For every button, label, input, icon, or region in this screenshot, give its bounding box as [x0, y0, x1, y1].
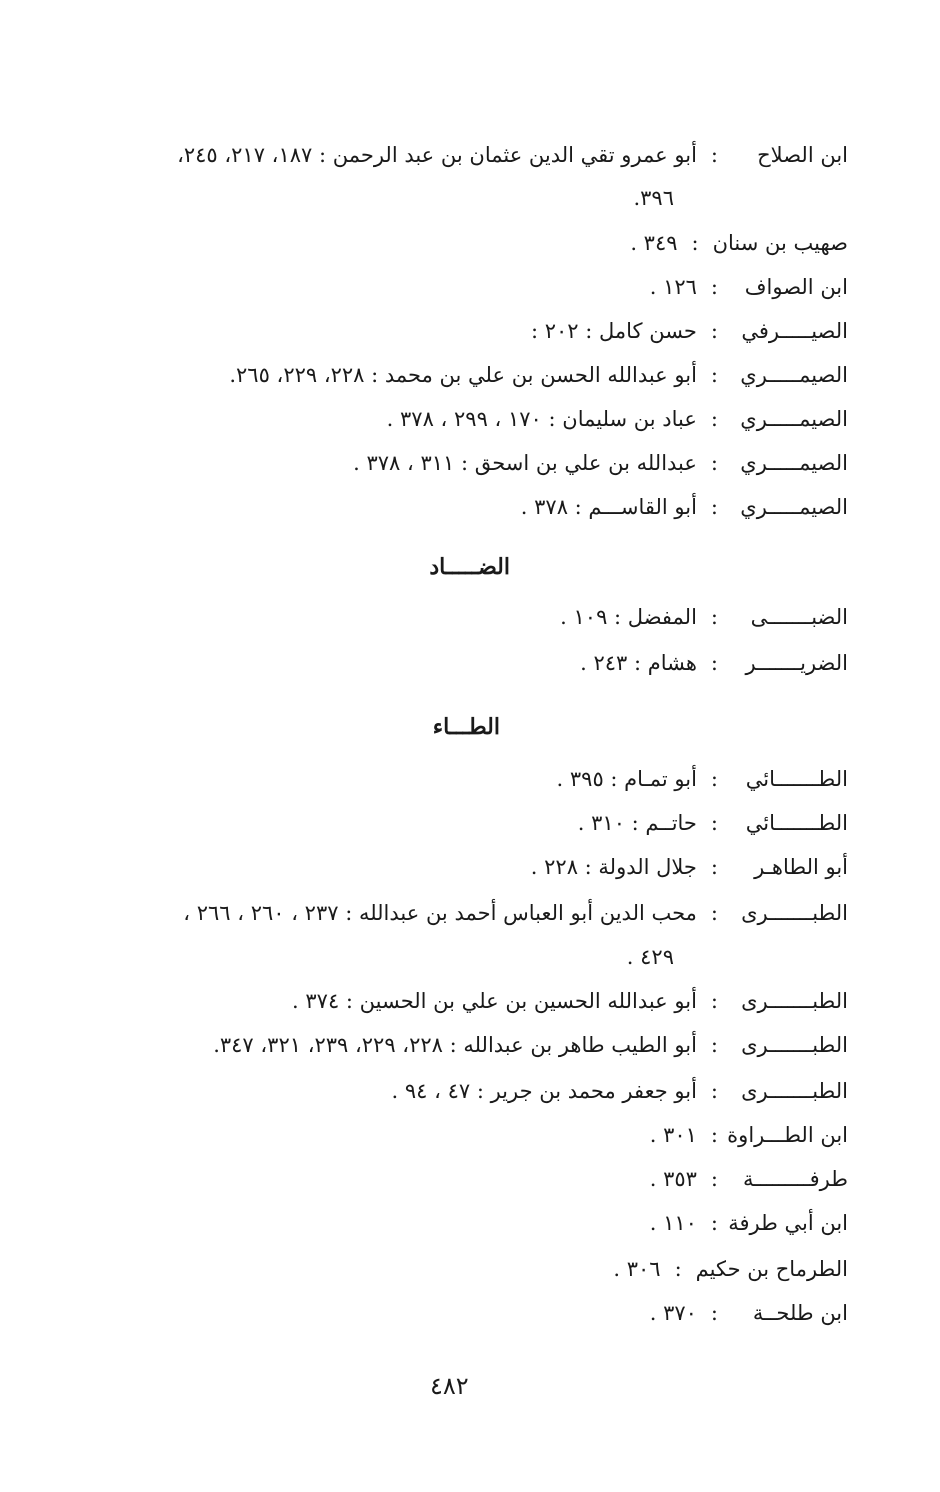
index-entry [650, 272, 848, 302]
entry-name: طرفـــــــــة [743, 1167, 848, 1191]
entry-name: ابن الطـــراوة [727, 1123, 848, 1147]
entry-description: حسن كامل : ٢٠٢ : [530, 319, 697, 343]
entry-description: أبو عمرو تقي الدين عثمان بن عبد الرحمن : ١٨٧، ٢١٧، ٢٤٥، [177, 143, 697, 167]
index-entry [531, 852, 848, 882]
entry-separator: : [674, 1257, 682, 1281]
entry-separator: : [710, 811, 718, 835]
entry-description: محب الدين أبو العباس أحمد بن عبدالله : ٢٣٧ ، ٢٦٠ ، ٢٦٦ ، [183, 901, 697, 925]
index-entry [580, 648, 848, 678]
entry-separator: : [710, 275, 718, 299]
entry-separator: : [710, 319, 718, 343]
index-entry [292, 986, 848, 1016]
entry-separator: : [710, 1301, 718, 1325]
entry-separator: : [710, 451, 718, 475]
entry-description: عبدالله بن علي بن اسحق : ٣١١ ، ٣٧٨ . [353, 451, 697, 475]
entry-description: أبو جعفر محمد بن جرير : ٤٧ ، ٩٤ . [391, 1079, 697, 1103]
entry-separator: : [710, 495, 718, 519]
index-entry [392, 1076, 848, 1106]
index-entry [521, 492, 848, 522]
entry-description: أبو القاســـم : ٣٧٨ . [520, 495, 697, 519]
entry-separator: : [710, 1123, 718, 1147]
entry-name: صهيب بن سنان [712, 231, 848, 255]
entry-separator: : [710, 363, 718, 387]
entry-name: الطـــــــائي [745, 811, 848, 835]
entry-description: ١٢٦ . [649, 275, 697, 299]
entry-separator: : [710, 1211, 718, 1235]
entry-name: الصيـــــرفي [741, 319, 848, 343]
entry-name: الطبـــــــرى [741, 1079, 848, 1103]
entry-name: أبو الطاهـر [754, 855, 848, 879]
entry-name: الصيمـــــري [740, 495, 848, 519]
index-entry [613, 1254, 848, 1284]
entry-description: جلال الدولة : ٢٢٨ . [530, 855, 697, 879]
index-entry [213, 1030, 848, 1060]
entry-description: عباد بن سليمان : ١٧٠ ، ٢٩٩ ، ٣٧٨ . [386, 407, 697, 431]
entry-name: الضريـــــــر [745, 651, 848, 675]
entry-name: الطبـــــــرى [741, 901, 848, 925]
entry-name: ابن الصواف [744, 275, 848, 299]
entry-separator: : [710, 407, 718, 431]
index-entry [557, 764, 848, 794]
entry-continuation: ٤٢٩ . [626, 945, 674, 969]
entry-name: ابن طلحــة [752, 1301, 848, 1325]
entry-name: ابن أبي طرفة [728, 1211, 848, 1235]
entry-name: الطرماح بن حكيم [695, 1257, 848, 1281]
section-heading: الطـــاء [432, 714, 500, 740]
entry-separator: : [710, 1167, 718, 1191]
index-entry [650, 1120, 848, 1150]
entry-separator: : [710, 651, 718, 675]
index-entry [177, 140, 848, 170]
index-entry [650, 1164, 848, 1194]
entry-separator: : [710, 767, 718, 791]
entry-separator: : [710, 989, 718, 1013]
entry-separator: : [710, 1079, 718, 1103]
entry-name: الصيمـــــري [740, 407, 848, 431]
entry-description: ٣٠٦ . [613, 1257, 661, 1281]
entry-description: أبو تمـام : ٣٩٥ . [556, 767, 697, 791]
index-entry [578, 808, 848, 838]
entry-description: أبو الطيب طاهر بن عبدالله : ٢٢٨، ٢٢٩، ٢٣٩، ٣٢١، ٣٤٧. [213, 1033, 697, 1057]
index-entry [229, 360, 848, 390]
entry-separator: : [710, 1033, 718, 1057]
entry-description: المفضل : ١٠٩ . [560, 605, 697, 629]
entry-description: ٣٥٣ . [649, 1167, 697, 1191]
entry-description: هشام : ٢٤٣ . [580, 651, 697, 675]
entry-description: ١١٠ . [649, 1211, 697, 1235]
entry-separator: : [710, 901, 718, 925]
entry-separator: : [691, 231, 699, 255]
index-entry [650, 1208, 848, 1238]
entry-name: الصيمـــــري [740, 363, 848, 387]
page-number: ٤٨٢ [430, 1372, 469, 1400]
entry-separator: : [710, 143, 718, 167]
entry-description: حاتــم : ٣١٠ . [577, 811, 697, 835]
index-entry [183, 898, 848, 928]
index-entry [387, 404, 848, 434]
section-heading: الضـــــاد [429, 554, 510, 580]
entry-separator: : [710, 855, 718, 879]
entry-name: الضبـــــــى [750, 605, 848, 629]
entry-name: ابن الصلاح [757, 143, 848, 167]
entry-description: أبو عبدالله الحسن بن علي بن محمد : ٢٢٨، ٢٢٩، ٢٦٥. [229, 363, 697, 387]
entry-name: الطـــــــائي [745, 767, 848, 791]
entry-name: الطبـــــــرى [741, 989, 848, 1013]
index-entry [560, 602, 848, 632]
entry-name: الطبـــــــرى [741, 1033, 848, 1057]
entry-continuation: ٣٩٦. [633, 186, 674, 210]
entry-name: الصيمـــــري [740, 451, 848, 475]
entry-separator: : [710, 605, 718, 629]
entry-description: ٣٤٩ . [630, 231, 678, 255]
entry-description: ٣٧٠ . [649, 1301, 697, 1325]
index-entry [630, 228, 848, 258]
entry-description: أبو عبدالله الحسين بن علي بن الحسين : ٣٧٤ . [292, 989, 697, 1013]
index-entry [531, 316, 848, 346]
index-entry [353, 448, 848, 478]
entry-description: ٣٠١ . [649, 1123, 697, 1147]
index-entry [650, 1298, 848, 1328]
